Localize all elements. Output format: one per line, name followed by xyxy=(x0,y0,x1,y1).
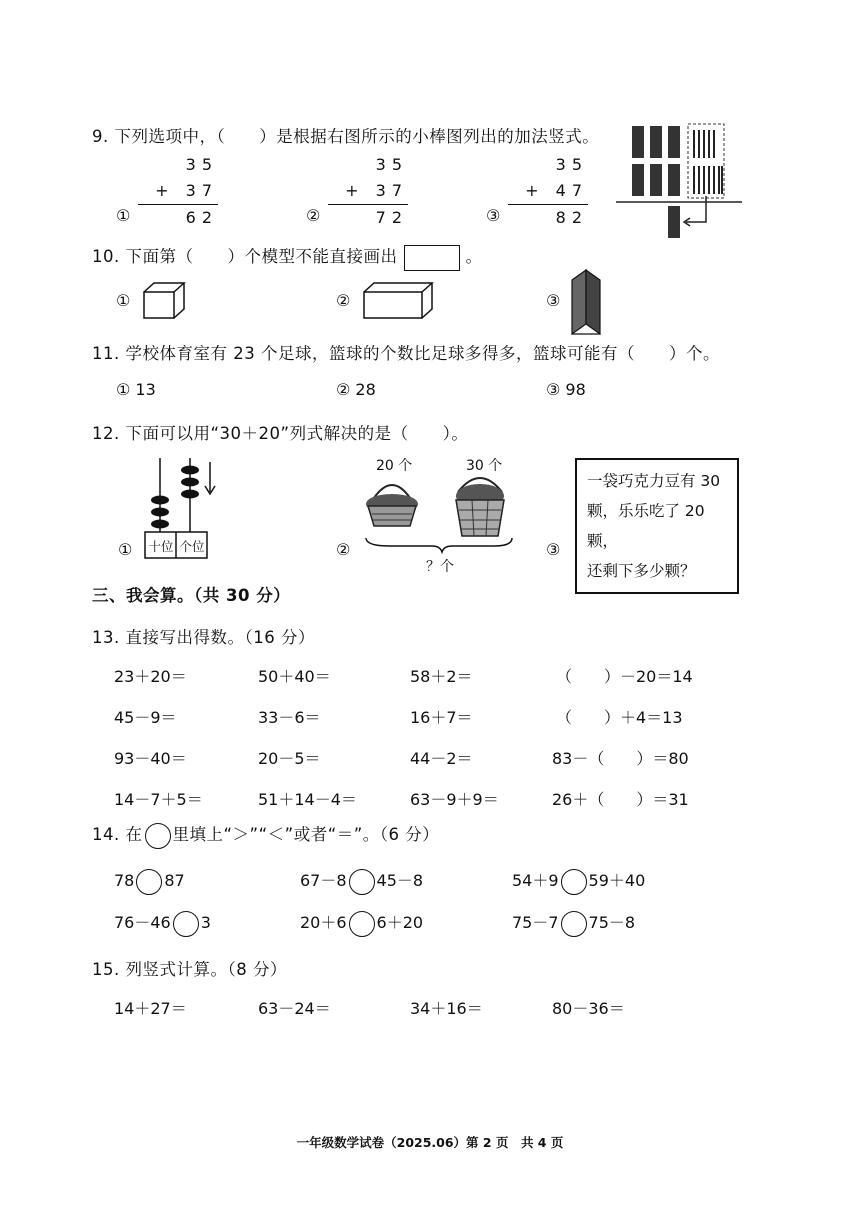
q13-item: 44－2＝ xyxy=(410,749,473,768)
q13-item: 58＋2＝ xyxy=(410,667,473,686)
q9-option-2-addend-a: 35 xyxy=(375,155,408,174)
q14-right: 3 xyxy=(200,913,211,932)
q9-option-1-vertical xyxy=(138,152,218,231)
q13-item: 26＋（ ）＝31 xyxy=(552,790,689,809)
q15-item: 80－36＝ xyxy=(552,999,625,1018)
abacus-bead xyxy=(151,496,169,505)
abacus-ones-label: 个位 xyxy=(179,539,205,554)
q14-left: 76－46 xyxy=(114,913,171,932)
q14-right: 59＋40 xyxy=(588,871,646,890)
q14-item xyxy=(300,868,423,895)
q15-item: 14＋27＝ xyxy=(114,999,187,1018)
q14-item xyxy=(512,910,635,937)
q14-prompt-end: 里填上“＞”“＜”或者“＝”。（6 分） xyxy=(172,825,440,844)
q10-option-1-marker: ① xyxy=(116,291,131,310)
q13-item: （ ）－20＝14 xyxy=(556,667,693,686)
q14-left: 54＋9 xyxy=(512,871,559,890)
q9-option-1-marker: ① xyxy=(116,206,131,225)
q14-right: 87 xyxy=(164,871,185,890)
q11-option-2: ② 28 xyxy=(336,380,376,399)
abacus-bead xyxy=(151,508,169,517)
q13-item: 16＋7＝ xyxy=(410,708,473,727)
basket-total-label: ？个 xyxy=(426,559,454,575)
q14-item xyxy=(512,868,645,895)
blank-circle-icon xyxy=(145,823,171,849)
q9-option-3-addend-b: + 47 xyxy=(525,181,588,200)
basket-right-label: 30 个 xyxy=(466,458,503,474)
q14-right: 45－8 xyxy=(376,871,424,890)
q13-item: 23＋20＝ xyxy=(114,667,187,686)
q9-option-1-addend-a: 35 xyxy=(185,155,218,174)
bundle-group-row-1 xyxy=(632,126,680,158)
q12-prompt: 12. 下面可以用“30＋20”列式解决的是（ ）。 xyxy=(92,424,469,443)
stick-bundle-figure xyxy=(612,120,752,244)
q14-left: 20＋6 xyxy=(300,913,347,932)
q13-item: 63－9＋9＝ xyxy=(410,790,499,809)
brace-icon xyxy=(366,538,512,552)
answer-circle[interactable] xyxy=(349,869,375,895)
q13-item: 50＋40＝ xyxy=(258,667,331,686)
abacus-bead xyxy=(151,520,169,529)
q14-left: 75－7 xyxy=(512,913,559,932)
rectangle-icon xyxy=(404,245,460,271)
q14-item xyxy=(300,910,423,937)
q10-option-2-marker: ② xyxy=(336,291,351,310)
story-problem-box xyxy=(575,458,739,594)
q13-item: 93－40＝ xyxy=(114,749,187,768)
q14-left: 67－8 xyxy=(300,871,347,890)
q10-prompt xyxy=(92,244,483,271)
q13-item: 33－6＝ xyxy=(258,708,321,727)
q9-option-3-addend-a: 35 xyxy=(555,155,588,174)
q10-option-3-marker: ③ xyxy=(546,291,561,310)
answer-circle[interactable] xyxy=(349,911,375,937)
q14-prompt-start: 14. 在 xyxy=(92,825,143,844)
abacus-bead xyxy=(181,466,199,475)
basket-left-icon xyxy=(366,485,418,526)
answer-circle[interactable] xyxy=(173,911,199,937)
q14-item xyxy=(114,910,211,937)
section-3-title: 三、我会算。（共 30 分） xyxy=(92,586,291,605)
q12-option-2-marker: ② xyxy=(336,540,351,559)
q9-option-2-vertical xyxy=(328,152,408,231)
q13-item: 51＋14－4＝ xyxy=(258,790,357,809)
cuboid-model-icon xyxy=(360,280,440,320)
answer-circle[interactable] xyxy=(136,869,162,895)
q13-item: 14－7＋5＝ xyxy=(114,790,203,809)
baskets-figure xyxy=(360,472,520,554)
q9-option-3-result: 82 xyxy=(555,208,588,227)
q9-option-1-result: 62 xyxy=(185,208,218,227)
q15-item: 63－24＝ xyxy=(258,999,331,1018)
q14-right: 6＋20 xyxy=(376,913,424,932)
new-bundle xyxy=(668,206,680,238)
q12-option-3-marker: ③ xyxy=(546,540,561,559)
story-line-1: 一袋巧克力豆有 30 xyxy=(587,472,721,490)
q9-option-2-marker: ② xyxy=(306,206,321,225)
q14-prompt xyxy=(92,822,439,849)
cube-model-icon xyxy=(140,280,190,320)
q9-option-2-addend-b: + 37 xyxy=(345,181,408,200)
q9-option-2-result: 72 xyxy=(375,208,408,227)
answer-circle[interactable] xyxy=(561,911,587,937)
q10-prompt-end: 。 xyxy=(465,247,483,266)
story-line-3: 还剩下多少颗？ xyxy=(587,562,696,580)
triangular-prism-icon xyxy=(566,268,606,338)
q11-option-3: ③ 98 xyxy=(546,380,586,399)
q10-prompt-text: 10. 下面第（ ）个模型不能直接画出 xyxy=(92,247,398,266)
abacus-bead xyxy=(181,478,199,487)
q13-item: （ ）＋4＝13 xyxy=(556,708,683,727)
abacus-tens-label: 十位 xyxy=(148,539,174,554)
q11-option-1: ① 13 xyxy=(116,380,156,399)
q14-left: 78 xyxy=(114,871,135,890)
q15-prompt: 15. 列竖式计算。（8 分） xyxy=(92,960,287,979)
page-footer: 一年级数学试卷（2025.06）第 2 页 共 4 页 xyxy=(296,1135,564,1150)
story-line-2: 颗，乐乐吃了 20 颗， xyxy=(587,502,705,550)
q13-item: 45－9＝ xyxy=(114,708,177,727)
q13-item: 83－（ ）＝80 xyxy=(552,749,689,768)
q11-prompt: 11. 学校体育室有 23 个足球，篮球的个数比足球多得多，篮球可能有（ ）个。 xyxy=(92,344,720,363)
q9-option-3-vertical xyxy=(508,152,588,231)
basket-left-label: 20 个 xyxy=(376,458,413,474)
bundle-group-row-2 xyxy=(632,164,680,196)
q12-option-1-marker: ① xyxy=(118,540,133,559)
abacus-bead xyxy=(181,490,199,499)
q15-item: 34＋16＝ xyxy=(410,999,483,1018)
q14-right: 75－8 xyxy=(588,913,636,932)
q14-item xyxy=(114,868,185,895)
q13-prompt: 13. 直接写出得数。（16 分） xyxy=(92,628,315,647)
q9-prompt: 9. 下列选项中，（ ）是根据右图所示的小棒图列出的加法竖式。 xyxy=(92,127,600,146)
answer-circle[interactable] xyxy=(561,869,587,895)
q9-option-1-addend-b: + 37 xyxy=(155,181,218,200)
q9-option-3-marker: ③ xyxy=(486,206,501,225)
loose-sticks xyxy=(694,130,722,194)
q13-item: 20－5＝ xyxy=(258,749,321,768)
basket-right-icon xyxy=(456,478,504,536)
